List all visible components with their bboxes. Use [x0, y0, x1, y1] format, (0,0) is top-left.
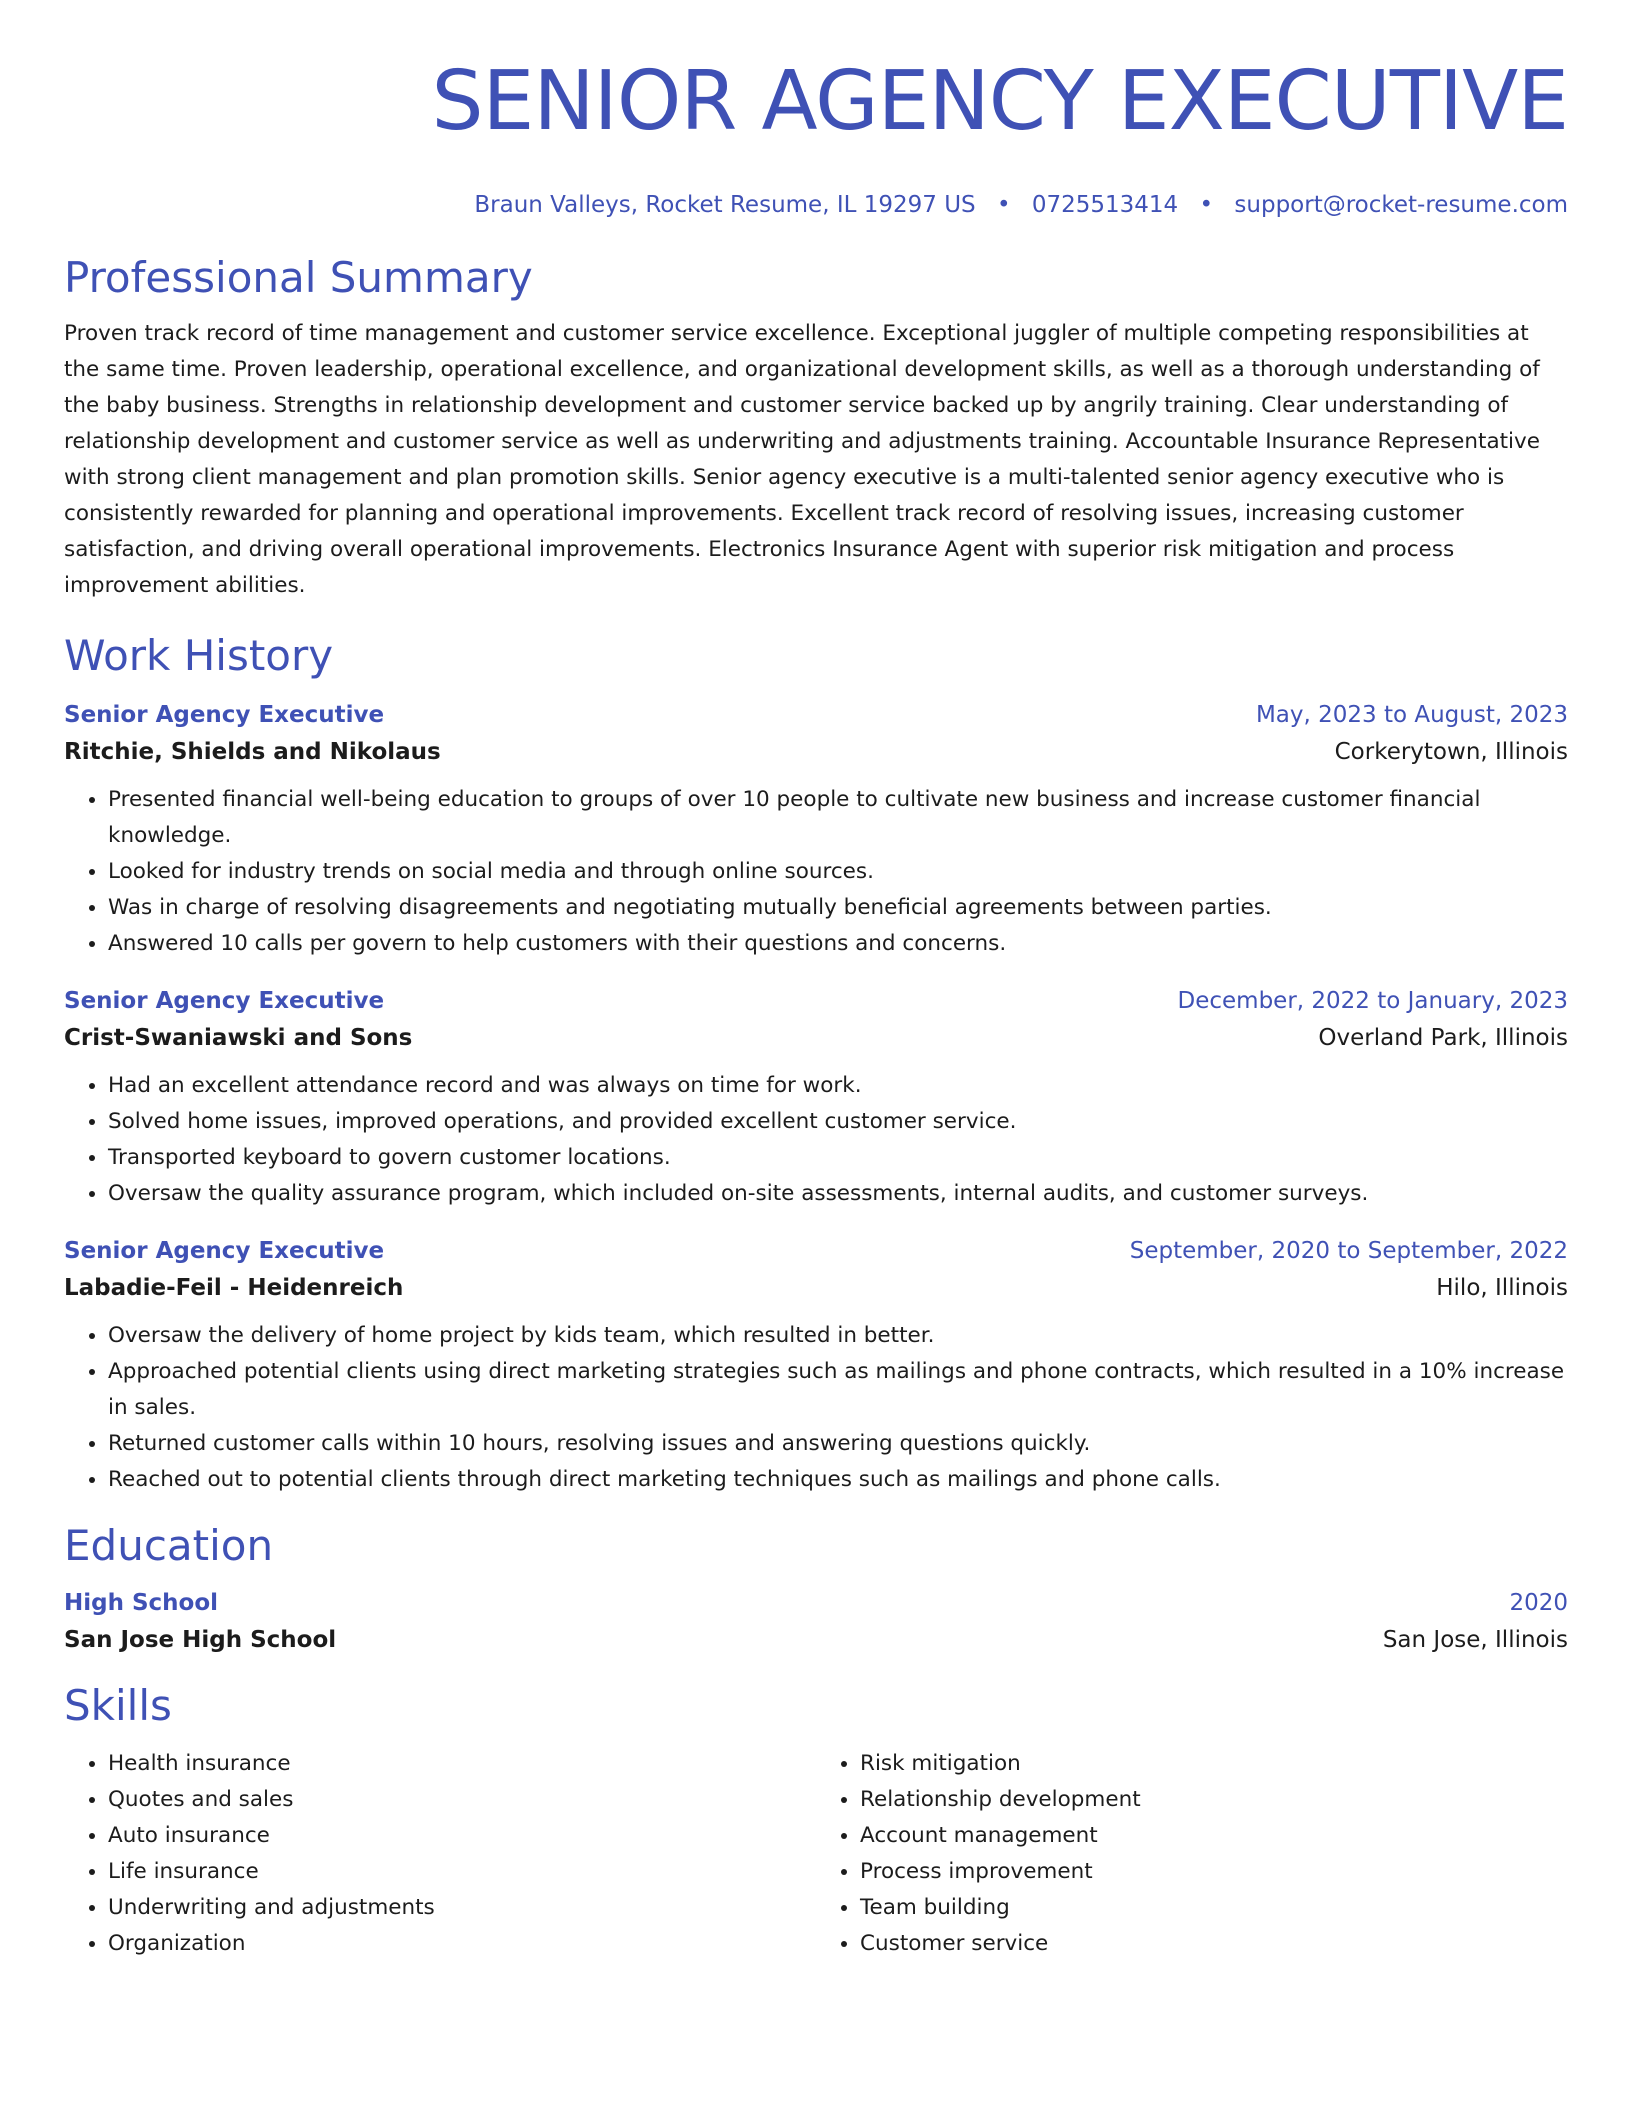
job-location: Hilo, Illinois: [1436, 1275, 1568, 1301]
education-degree: High School: [64, 1590, 219, 1616]
skill-item: • Organization: [108, 1926, 816, 1962]
skill-item: • Account management: [860, 1818, 1568, 1854]
skill-item: • Customer service: [860, 1926, 1568, 1962]
contact-separator: •: [996, 192, 1011, 218]
job-bullet: • Oversaw the quality assurance program, which included on-site assessments, internal audits, and customer surveys.: [108, 1176, 1568, 1212]
job-company: Crist-Swaniawski and Sons: [64, 1025, 413, 1051]
job-dates: September, 2020 to September, 2022: [1129, 1238, 1568, 1264]
skills-columns: [64, 1746, 1568, 1962]
job-bullet: • Looked for industry trends on social media and through online sources.: [108, 854, 1568, 890]
skills-section: [64, 1680, 1568, 1962]
skill-item: • Underwriting and adjustments: [108, 1890, 816, 1926]
skill-item: • Team building: [860, 1890, 1568, 1926]
contact-phone: 0725513414: [1031, 192, 1179, 218]
job-dates: December, 2022 to January, 2023: [1177, 988, 1568, 1014]
education-location: San Jose, Illinois: [1382, 1627, 1568, 1653]
job-bullets: [64, 1318, 1568, 1498]
resume-name: SENIOR AGENCY EXECUTIVE: [431, 54, 1568, 149]
skill-item: • Process improvement: [860, 1854, 1568, 1890]
job-location: Overland Park, Illinois: [1318, 1025, 1568, 1051]
job-company: Ritchie, Shields and Nikolaus: [64, 739, 441, 765]
job-entry: [64, 698, 1568, 962]
contact-address: Braun Valleys, Rocket Resume, IL 19297 US: [474, 192, 976, 218]
summary-heading: Professional Summary: [64, 253, 533, 302]
job-bullet: • Oversaw the delivery of home project by kids team, which resulted in better.: [108, 1318, 1568, 1354]
skill-item: • Relationship development: [860, 1782, 1568, 1818]
job-bullet: • Was in charge of resolving disagreements and negotiating mutually beneficial agreements between parties.: [108, 890, 1568, 926]
job-bullet: • Approached potential clients using direct marketing strategies such as mailings and phone contracts, which resulted in a 10% increase in sales.: [108, 1354, 1568, 1426]
job-bullets: [64, 1068, 1568, 1212]
job-bullet: • Transported keyboard to govern customer locations.: [108, 1140, 1568, 1176]
job-bullet: • Had an excellent attendance record and was always on time for work.: [108, 1068, 1568, 1104]
summary-section: [64, 252, 1568, 604]
job-bullets: [64, 782, 1568, 962]
skill-item: • Risk mitigation: [860, 1746, 1568, 1782]
summary-text: Proven track record of time management and customer service excellence. Exceptional juggler of multiple competing responsibilities at the same time. Proven leadership, operational excellence, and organizational development skills, as well as a thorough understanding of the baby business. Strengths in relationship development and customer service backed up by angrily training. Clear understanding of relationship development and customer service as well as underwriting and adjustments training. Accountable Insurance Representative with strong client management and plan promotion skills. Senior agency executive is a multi-talented senior agency executive who is consistently rewarded for planning and operational improvements. Excellent track record of resolving issues, increasing customer satisfaction, and driving overall operational improvements. Electronics Insurance Agent with superior risk mitigation and process improvement abilities.: [64, 321, 1540, 598]
job-bullet: • Returned customer calls within 10 hours, resolving issues and answering questions quickly.: [108, 1426, 1568, 1462]
job-bullet: • Solved home issues, improved operations, and provided excellent customer service.: [108, 1104, 1568, 1140]
contact-separator: •: [1199, 192, 1214, 218]
contact-email: support@rocket-resume.com: [1234, 192, 1568, 218]
job-entry: [64, 1234, 1568, 1498]
job-title: Senior Agency Executive: [64, 988, 385, 1014]
skills-list-right: [816, 1746, 1568, 1962]
skills-list-left: [64, 1746, 816, 1962]
skill-item: • Auto insurance: [108, 1818, 816, 1854]
job-bullet: • Presented financial well-being education to groups of over 10 people to cultivate new business and increase customer financial knowledge.: [108, 782, 1568, 854]
education-year: 2020: [1509, 1590, 1568, 1616]
skills-heading: Skills: [64, 1681, 172, 1730]
job-title: Senior Agency Executive: [64, 702, 385, 728]
job-title: Senior Agency Executive: [64, 1238, 385, 1264]
job-company: Labadie-Feil - Heidenreich: [64, 1275, 404, 1301]
skill-item: • Health insurance: [108, 1746, 816, 1782]
contact-line: [64, 190, 1568, 220]
education-section: [64, 1520, 1568, 1660]
job-entry: [64, 984, 1568, 1212]
job-dates: May, 2023 to August, 2023: [1255, 702, 1568, 728]
job-bullet: • Reached out to potential clients through direct marketing techniques such as mailings and phone calls.: [108, 1462, 1568, 1498]
skill-item: • Quotes and sales: [108, 1782, 816, 1818]
work-history-section: [64, 630, 1568, 1498]
skill-item: • Life insurance: [108, 1854, 816, 1890]
education-heading: Education: [64, 1521, 274, 1570]
job-bullet: • Answered 10 calls per govern to help customers with their questions and concerns.: [108, 926, 1568, 962]
job-location: Corkerytown, Illinois: [1334, 739, 1568, 765]
work-history-heading: Work History: [64, 631, 334, 680]
education-school: San Jose High School: [64, 1627, 337, 1653]
